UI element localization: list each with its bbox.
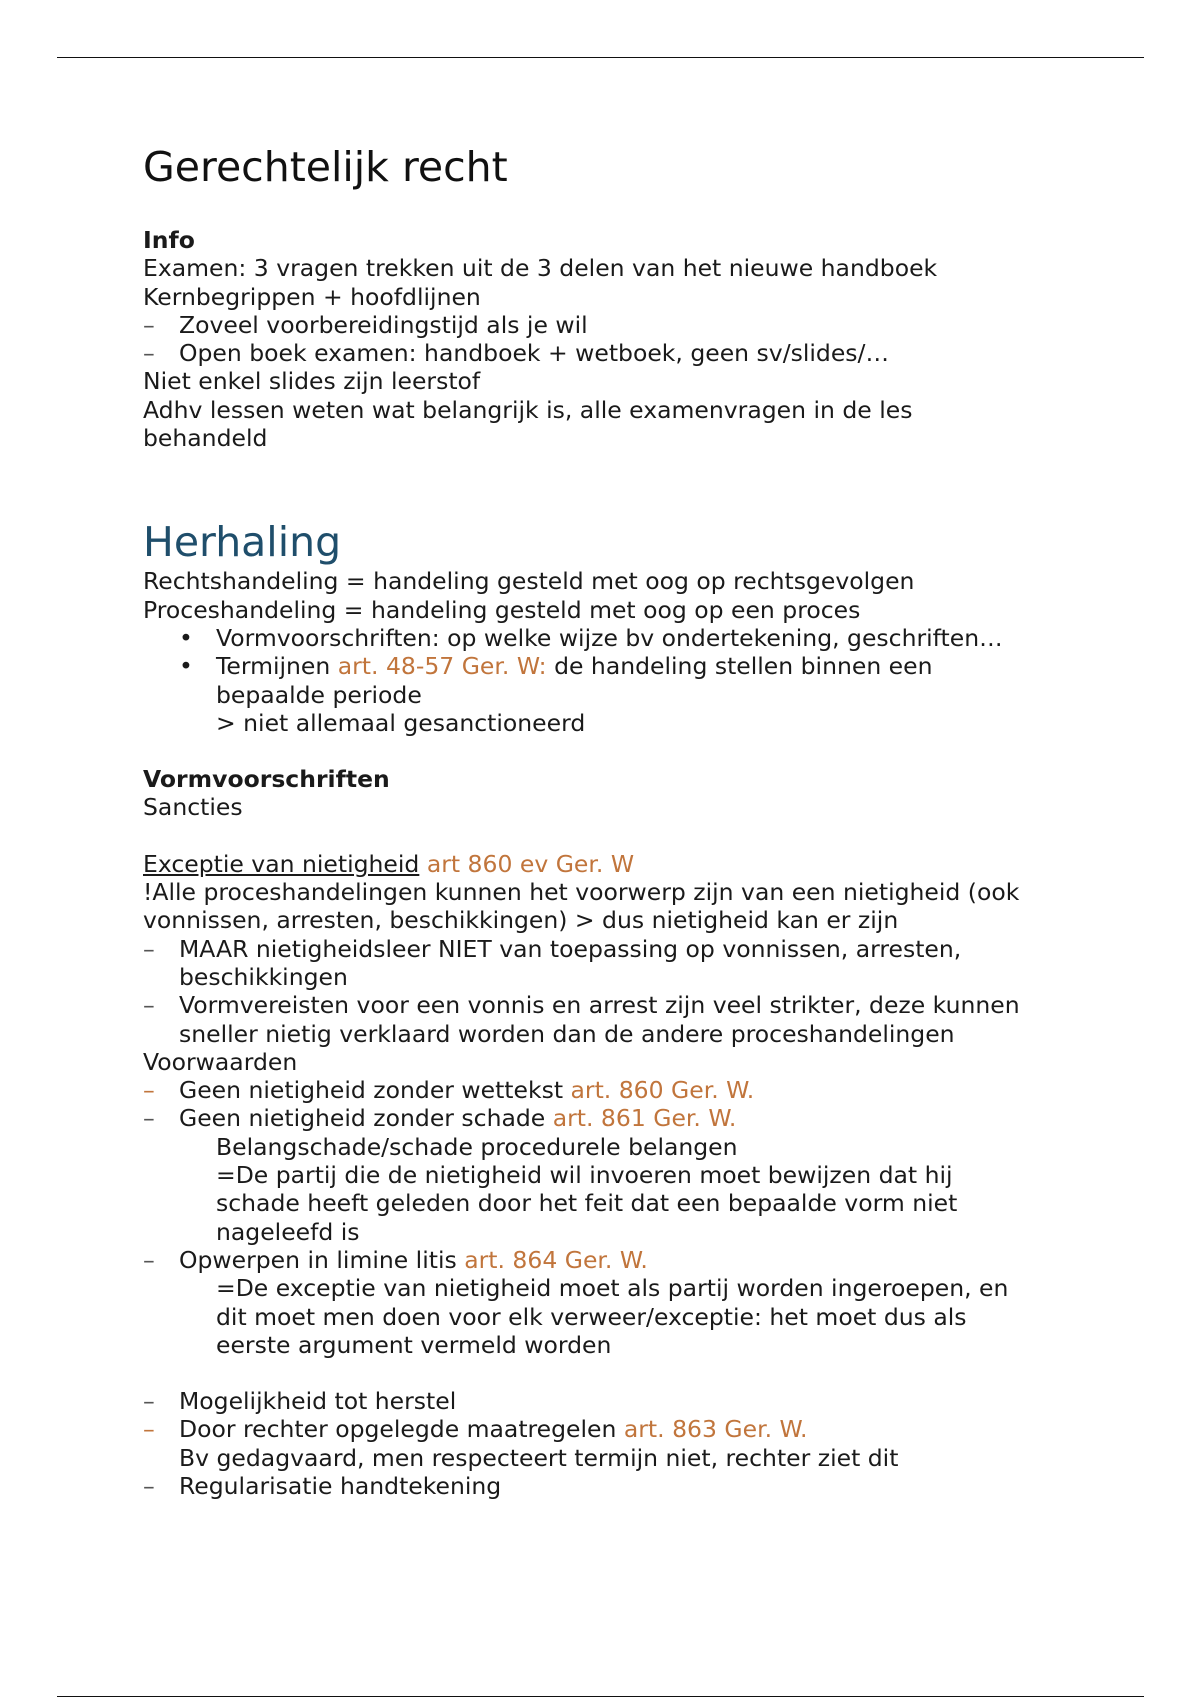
bullet-item: • Termijnen art. 48-57 Ger. W: de handeling stellen binnen een [179,652,933,681]
sub-line: =De partij die de nietigheid wil invoeren moet bewijzen dat hij [216,1161,953,1190]
dash-item: – Vormvereisten voor een vonnis en arrest zijn veel strikter, deze kunnen [143,991,1020,1020]
article-reference: art. 861 Ger. W. [552,1104,737,1133]
article-reference: art. 864 Ger. W. [464,1245,648,1274]
dash-continuation: Bv gedagvaard, men respecteert termijn niet, rechter ziet dit [179,1443,899,1472]
dash-icon: – [143,310,155,339]
para-line: !Alle proceshandelingen kunnen het voorwerp zijn van een nietigheid (ook [143,878,1020,907]
dash-item: – MAAR nietigheidsleer NIET van toepassing op vonnissen, arresten, [143,934,962,963]
bottom-rule [57,1696,1144,1697]
dash-item: – Opwerpen in limine litis art. 864 Ger. W. [143,1245,648,1274]
dash-continuation: beschikkingen [179,962,348,991]
info-dash-item: – Open boek examen: handboek + wetboek, geen sv/slides/… [143,339,889,368]
vorm-sub: Sancties [143,793,243,822]
info-line: Kernbegrippen + hoofdlijnen [143,282,481,311]
dash-item: – Geen nietigheid zonder wettekst art. 860 Ger. W. [143,1076,755,1105]
sub-line: eerste argument vermeld worden [216,1330,612,1359]
section-heading-herhaling: Herhaling [143,518,342,567]
dash-icon: – [143,991,155,1020]
bullet-continuation: bepaalde periode [216,680,422,709]
info-line: Adhv lessen weten wat belangrijk is, alle examenvragen in de les [143,395,913,424]
vorm-heading: Vormvoorschriften [143,765,390,794]
bullet-icon: • [179,652,193,681]
dash-continuation: sneller nietig verklaard worden dan de andere proceshandelingen [179,1019,955,1048]
dash-icon: – [143,1076,155,1105]
top-rule [57,57,1144,58]
dash-icon: – [143,934,155,963]
bullet-icon: • [179,623,193,652]
voorwaarden-label: Voorwaarden [143,1047,298,1076]
article-reference: art. 860 Ger. W. [570,1076,755,1105]
exceptie-heading: Exceptie van nietigheid art 860 ev Ger. W [143,849,635,878]
article-reference: art 860 ev Ger. W [426,849,635,878]
article-reference: art. 863 Ger. W. [623,1415,808,1444]
info-heading: Info [143,226,195,254]
dash-icon: – [143,1415,155,1444]
sub-line: Belangschade/schade procedurele belangen [216,1132,738,1161]
para-line: vonnissen, arresten, beschikkingen) > dus nietigheid kan er zijn [143,906,899,935]
dash-item: – Geen nietigheid zonder schade art. 861 Ger. W. [143,1104,737,1133]
herhaling-line: Proceshandeling = handeling gesteld met oog op een proces [143,595,861,624]
dash-item: – Regularisatie handtekening [143,1471,502,1500]
article-reference: art. 48-57 Ger. W: [337,652,547,681]
info-line: behandeld [143,424,268,453]
info-dash-item: – Zoveel voorbereidingstijd als je wil [143,310,588,339]
document-page [143,138,1063,1500]
dash-item: – Mogelijkheid tot herstel [143,1387,457,1416]
dash-icon: – [143,1245,155,1274]
sub-line: nageleefd is [216,1217,360,1246]
dash-item: – Door rechter opgelegde maatregelen art. 863 Ger. W. [143,1415,808,1444]
dash-icon: – [143,1471,155,1500]
dash-icon: – [143,1104,155,1133]
bullet-item: • Vormvoorschriften: op welke wijze bv ondertekening, geschriften… [179,623,1003,652]
info-line: Examen: 3 vragen trekken uit de 3 delen van het nieuwe handboek [143,254,938,283]
dash-icon: – [143,339,155,368]
page-title: Gerechtelijk recht [143,143,508,191]
bullet-note: > niet allemaal gesanctioneerd [216,708,586,737]
sub-line: dit moet men doen voor elk verweer/exceptie: het moet dus als [216,1302,967,1331]
info-line: Niet enkel slides zijn leerstof [143,367,481,396]
sub-line: schade heeft geleden door het feit dat een bepaalde vorm niet [216,1189,958,1218]
herhaling-line: Rechtshandeling = handeling gesteld met oog op rechtsgevolgen [143,567,915,596]
dash-icon: – [143,1387,155,1416]
sub-line: =De exceptie van nietigheid moet als partij worden ingeroepen, en [216,1274,1009,1303]
